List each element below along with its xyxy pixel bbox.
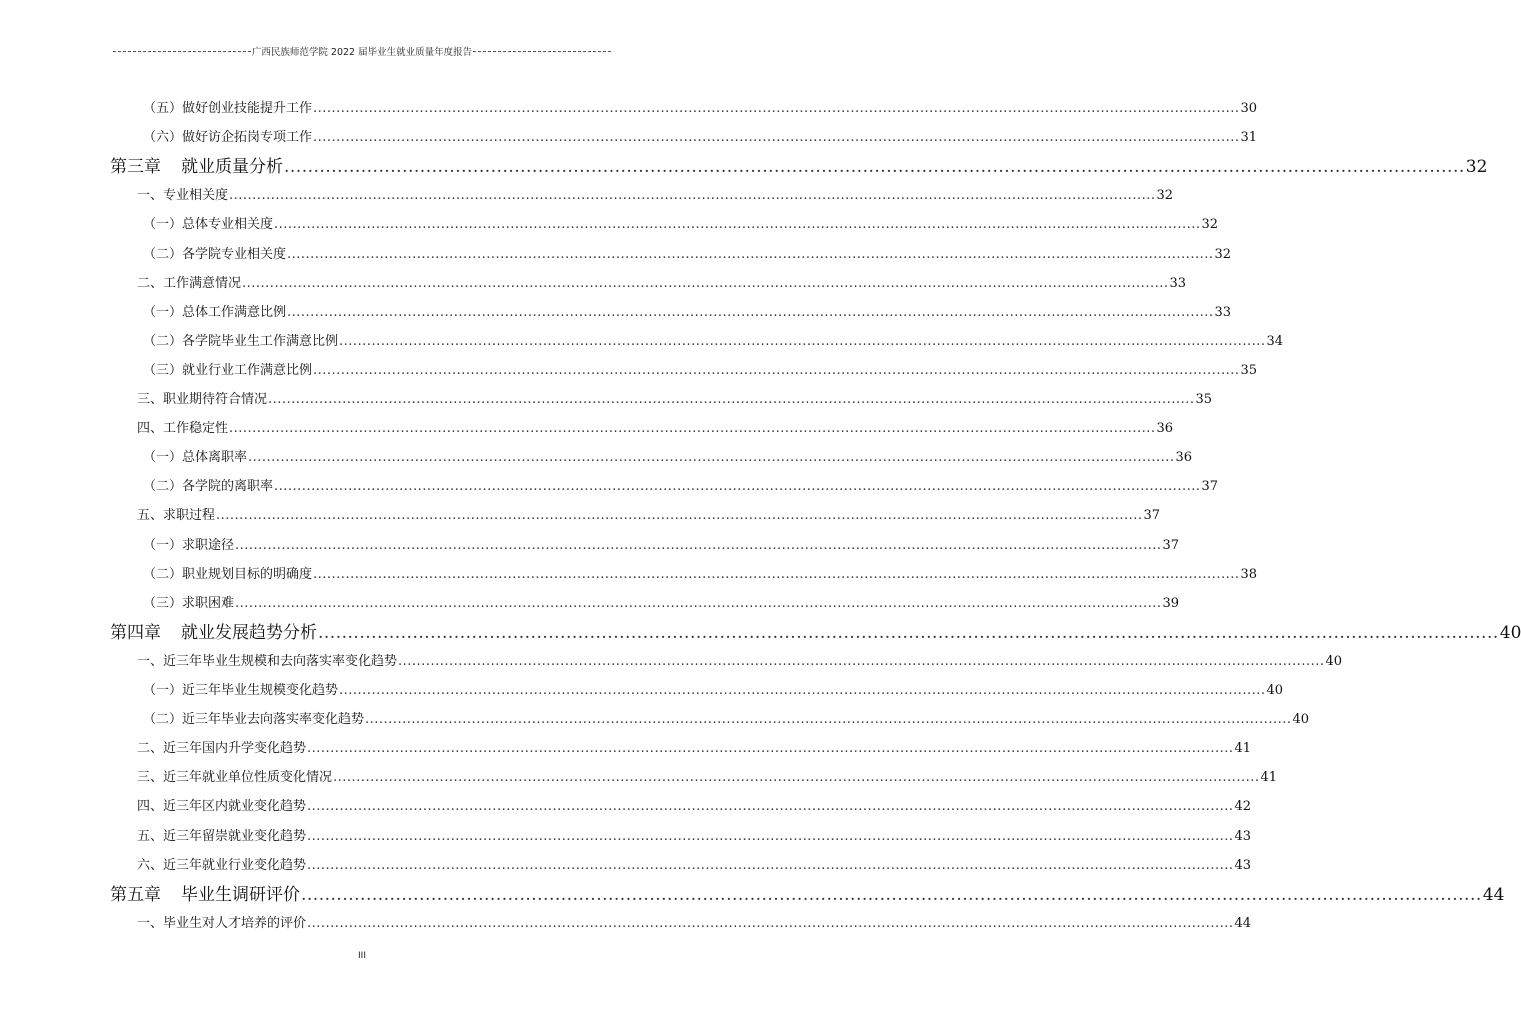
toc-entry-label: （二）各学院毕业生工作满意比例 — [143, 333, 339, 349]
dot-leader: ........................................................................................................................................................................................................ — [274, 479, 1201, 495]
toc-entry-sub[interactable] — [143, 97, 1258, 116]
dot-leader: ........................................................................................................................................................................................................ — [242, 275, 1169, 291]
dot-leader: ........................................................................................................................................................................................................ — [268, 392, 1195, 407]
dot-leader: ........................................................................................................................................................................................................ — [333, 770, 1260, 786]
toc-entry-label: 四、近三年区内就业变化趋势 — [137, 799, 307, 815]
toc-entry-label: （五）做好创业技能提升工作 — [143, 101, 313, 116]
toc-page-number: 40 — [1499, 622, 1521, 643]
toc-entry-chapter[interactable] — [110, 152, 1488, 178]
dot-leader: ........................................................................................................................................................................................................ — [318, 622, 1499, 643]
toc-entry-label: （一）总体工作满意比例 — [143, 304, 287, 320]
toc-entry-section[interactable] — [137, 417, 1174, 437]
dot-leader: ........................................................................................................................................................................................................ — [307, 828, 1234, 844]
dot-leader: ........................................................................................................................................................................................................ — [287, 246, 1214, 262]
toc-entry-section[interactable] — [137, 388, 1213, 407]
toc-entry-label: 一、毕业生对人才培养的评价 — [137, 915, 307, 931]
dot-leader: ........................................................................................................................................................................................................ — [284, 157, 1465, 178]
toc-entry-section[interactable] — [137, 650, 1343, 669]
toc-entry-label: 五、求职过程 — [137, 508, 216, 524]
toc-page-number: 44 — [1482, 884, 1505, 905]
toc-page-number: 36 — [1156, 421, 1174, 437]
dot-leader: ........................................................................................................................................................................................................ — [307, 799, 1234, 815]
toc-page-number: 41 — [1234, 741, 1252, 757]
toc-page-number: 34 — [1266, 333, 1284, 349]
toc-entry-sub[interactable] — [143, 213, 1219, 233]
dot-leader: ........................................................................................................................................................................................................ — [229, 421, 1156, 437]
toc-entry-label: 一、近三年毕业生规模和去向落实率变化趋势 — [137, 653, 398, 669]
dot-leader: ........................................................................................................................................................................................................ — [313, 362, 1240, 378]
chapter-number: 第五章 — [110, 884, 161, 905]
toc-page-number: 37 — [1162, 537, 1180, 553]
chapter-title: 就业质量分析 — [181, 157, 283, 178]
toc-entry-label: （一）求职途径 — [143, 537, 235, 553]
toc-page-number: 39 — [1162, 595, 1180, 611]
toc-entry-label: （二）近三年毕业去向落实率变化趋势 — [143, 712, 365, 728]
toc-entry-sub[interactable] — [143, 243, 1232, 262]
toc-entry-sub[interactable] — [143, 563, 1258, 582]
toc-entry-label: （二）各学院专业相关度 — [143, 246, 287, 262]
toc-page-number: 44 — [1234, 915, 1252, 931]
toc-page-number: 33 — [1214, 304, 1232, 320]
toc-entry-sub[interactable] — [143, 708, 1310, 728]
toc-entry-section[interactable] — [137, 854, 1252, 873]
dot-leader: ........................................................................................................................................................................................................ — [313, 130, 1240, 146]
toc-page-number: 42 — [1234, 799, 1252, 815]
dot-leader: ........................................................................................................................................................................................................ — [235, 595, 1162, 611]
toc-entry-section[interactable] — [137, 795, 1252, 815]
toc-entry-label: （六）做好访企拓岗专项工作 — [143, 130, 313, 146]
toc-page-number: 35 — [1240, 362, 1258, 378]
toc-page-number: 30 — [1240, 101, 1258, 116]
dot-leader: ........................................................................................................................................................................................................ — [301, 884, 1482, 905]
toc-page-number: 37 — [1143, 508, 1161, 524]
toc-page-number: 33 — [1169, 275, 1187, 291]
toc-page-number: 43 — [1234, 857, 1252, 873]
toc-entry-label: 五、近三年留崇就业变化趋势 — [137, 828, 307, 844]
toc-entry-label: 四、工作稳定性 — [137, 421, 229, 437]
toc-entry-sub[interactable] — [143, 359, 1258, 378]
toc-entry-label: （三）求职困难 — [143, 595, 235, 611]
toc-entry-sub[interactable] — [143, 534, 1180, 553]
toc-entry-sub[interactable] — [143, 126, 1258, 146]
toc-page-number: 38 — [1240, 566, 1258, 582]
toc-entry-label: 六、近三年就业行业变化趋势 — [137, 857, 307, 873]
chapter-title: 毕业生调研评价 — [181, 884, 300, 905]
toc-entry-section[interactable] — [137, 766, 1278, 786]
toc-entry-section[interactable] — [137, 184, 1174, 204]
toc-entry-label: （一）总体离职率 — [143, 450, 248, 466]
toc-entry-label: 三、职业期待符合情况 — [137, 392, 268, 407]
dot-leader: ........................................................................................................................................................................................................ — [313, 566, 1240, 582]
chapter-number: 第三章 — [110, 157, 161, 178]
toc-entry-label — [110, 880, 300, 905]
toc-page-number: 32 — [1465, 157, 1488, 178]
header-title: 广西民族师范学院 2022 届毕业生就业质量年度报告 — [251, 47, 473, 58]
toc-entry-label: （二）职业规划目标的明确度 — [143, 566, 313, 582]
toc-page-number: 32 — [1201, 217, 1219, 233]
toc-entry-sub[interactable] — [143, 301, 1232, 320]
toc-entry-sub[interactable] — [143, 592, 1180, 611]
toc-entry-section[interactable] — [137, 272, 1187, 291]
dot-leader: ........................................................................................................................................................................................................ — [216, 508, 1143, 524]
toc-entry-label: 二、近三年国内升学变化趋势 — [137, 741, 307, 757]
toc-page-number: 43 — [1234, 828, 1252, 844]
toc-page-number: 35 — [1195, 392, 1213, 407]
toc-page-number: 32 — [1214, 246, 1232, 262]
dot-leader: ........................................................................................................................................................................................................ — [287, 304, 1214, 320]
toc-entry-label: （三）就业行业工作满意比例 — [143, 362, 313, 378]
dot-leader: ........................................................................................................................................................................................................ — [339, 333, 1266, 349]
toc-page-number: 37 — [1201, 479, 1219, 495]
dot-leader: ........................................................................................................................................................................................................ — [235, 537, 1162, 553]
dot-leader: ........................................................................................................................................................................................................ — [339, 683, 1266, 698]
dot-leader: ........................................................................................................................................................................................................ — [365, 712, 1292, 728]
toc-entry-sub[interactable] — [143, 475, 1219, 495]
toc-entry-label: （二）各学院的离职率 — [143, 479, 274, 495]
toc-page-number: 32 — [1156, 188, 1174, 204]
dot-leader: ........................................................................................................................................................................................................ — [313, 101, 1240, 116]
chapter-title: 就业发展趋势分析 — [181, 622, 317, 643]
dot-leader: ........................................................................................................................................................................................................ — [398, 653, 1325, 669]
toc-entry-chapter[interactable] — [110, 880, 1505, 905]
toc-entry-sub[interactable] — [143, 446, 1193, 466]
dot-leader: ........................................................................................................................................................................................................ — [248, 450, 1175, 466]
toc-entry-section[interactable] — [137, 912, 1252, 931]
chapter-number: 第四章 — [110, 622, 161, 643]
toc-page-number: 40 — [1325, 653, 1343, 669]
toc-page-number: 40 — [1266, 683, 1284, 698]
toc-entry-label: 三、近三年就业单位性质变化情况 — [137, 770, 333, 786]
toc-page-number: 41 — [1260, 770, 1278, 786]
toc-entry-label: （一）总体专业相关度 — [143, 217, 274, 233]
toc-entry-label — [110, 152, 283, 177]
toc-entry-sub[interactable] — [143, 679, 1284, 698]
toc-entry-label: （一）近三年毕业生规模变化趋势 — [143, 683, 339, 698]
dot-leader: ........................................................................................................................................................................................................ — [307, 741, 1234, 757]
toc-page-number: 36 — [1175, 450, 1193, 466]
toc-entry-section[interactable] — [137, 825, 1252, 844]
toc-entry-chapter[interactable] — [110, 618, 1521, 643]
toc-entry-section[interactable] — [137, 504, 1161, 524]
toc-entry-sub[interactable] — [143, 330, 1284, 349]
toc-entry-label: 一、专业相关度 — [137, 188, 229, 204]
dot-leader: ........................................................................................................................................................................................................ — [229, 188, 1156, 204]
dot-leader: ........................................................................................................................................................................................................ — [307, 915, 1234, 931]
toc-entry-section[interactable] — [137, 737, 1252, 757]
toc-page-number: 31 — [1240, 130, 1258, 146]
toc-entry-label — [110, 618, 317, 643]
dot-leader: ........................................................................................................................................................................................................ — [307, 857, 1234, 873]
page-number: III — [358, 951, 366, 961]
dot-leader: ........................................................................................................................................................................................................ — [274, 217, 1201, 233]
toc-page-number: 40 — [1292, 712, 1310, 728]
toc-entry-label: 二、工作满意情况 — [137, 275, 242, 291]
